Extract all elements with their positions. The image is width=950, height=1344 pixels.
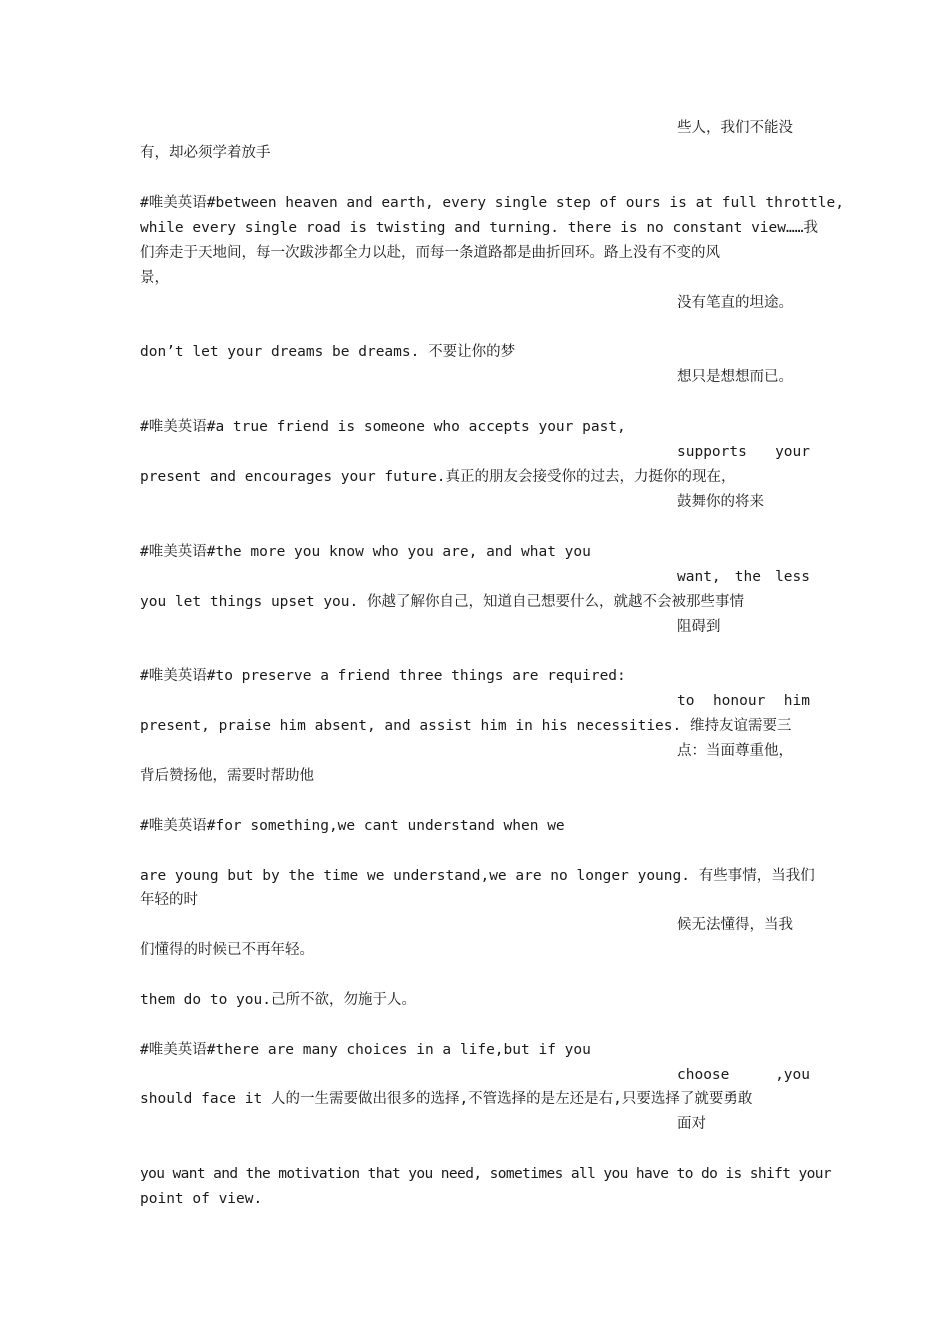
word: choose [677, 1067, 730, 1083]
text-line: don’t let your dreams be dreams. 不要让你的梦 [140, 344, 516, 360]
text-line: #唯美英语#between heaven and earth, every single step of ours is at full throttle, [140, 195, 845, 211]
text-line: 们奔走于天地间，每一次跋涉都全力以赴，而每一条道路都是曲折回环。路上没有不变的风 [140, 245, 720, 261]
text-line: them do to you.己所不欲，勿施于人。 [140, 992, 416, 1008]
word: your [775, 444, 810, 460]
text-line: 些人，我们不能没 [677, 120, 793, 136]
text-line: should face it 人的一生需要做出很多的选择,不管选择的是左还是右,只要选择了就要勇敢 [140, 1091, 753, 1107]
text-line: 没有笔直的坦途。 [677, 295, 793, 311]
text-line: #唯美英语#there are many choices in a life,but if you [140, 1042, 591, 1058]
text-line [677, 1066, 810, 1084]
text-line: you want and the motivation that you need, sometimes all you have to do is shift your [140, 1166, 832, 1182]
word: ,you [775, 1067, 810, 1083]
word: honour [712, 693, 766, 709]
text-line: #唯美英语#for something,we cant understand when we [140, 818, 565, 834]
text-line: 年轻的时 [140, 892, 198, 908]
word: supports [677, 444, 747, 460]
text-line: 鼓舞你的将来 [677, 494, 764, 510]
word: less [775, 569, 810, 585]
text-line [677, 568, 810, 586]
text-line: 背后赞扬他，需要时帮助他 [140, 768, 314, 784]
text-line: 候无法懂得，当我 [677, 917, 793, 933]
text-line: 点：当面尊重他， [677, 743, 793, 759]
text-line: 有，却必须学着放手 [140, 145, 271, 161]
text-line: point of view. [140, 1191, 263, 1207]
word: want, [677, 569, 721, 585]
text-line: present and encourages your future.真正的朋友会接受你的过去，力挺你的现在， [140, 469, 736, 485]
text-line: 阻碍到 [677, 619, 721, 635]
text-line: are young but by the time we understand,we are no longer young. 有些事情，当我们 [140, 868, 815, 884]
text-line: #唯美英语#to preserve a friend three things are required: [140, 668, 626, 684]
text-line: 们懂得的时候已不再年轻。 [140, 942, 314, 958]
text-line: 想只是想想而已。 [677, 369, 793, 385]
text-line: #唯美英语#a true friend is someone who accepts your past, [140, 419, 626, 435]
text-line: #唯美英语#the more you know who you are, and what you [140, 544, 591, 560]
word: the [734, 569, 761, 585]
word: to [677, 693, 695, 709]
text-line: present, praise him absent, and assist him in his necessities. 维持友谊需要三 [140, 718, 792, 734]
text-line [677, 692, 810, 710]
text-line: while every single road is twisting and turning. there is no constant view……我 [140, 220, 818, 236]
word: him [783, 693, 810, 709]
text-line [677, 443, 810, 461]
text-line: 面对 [677, 1116, 706, 1132]
text-line: 景， [140, 270, 169, 286]
text-line: you let things upset you. 你越了解你自己，知道自己想要什么，就越不会被那些事情 [140, 594, 744, 610]
